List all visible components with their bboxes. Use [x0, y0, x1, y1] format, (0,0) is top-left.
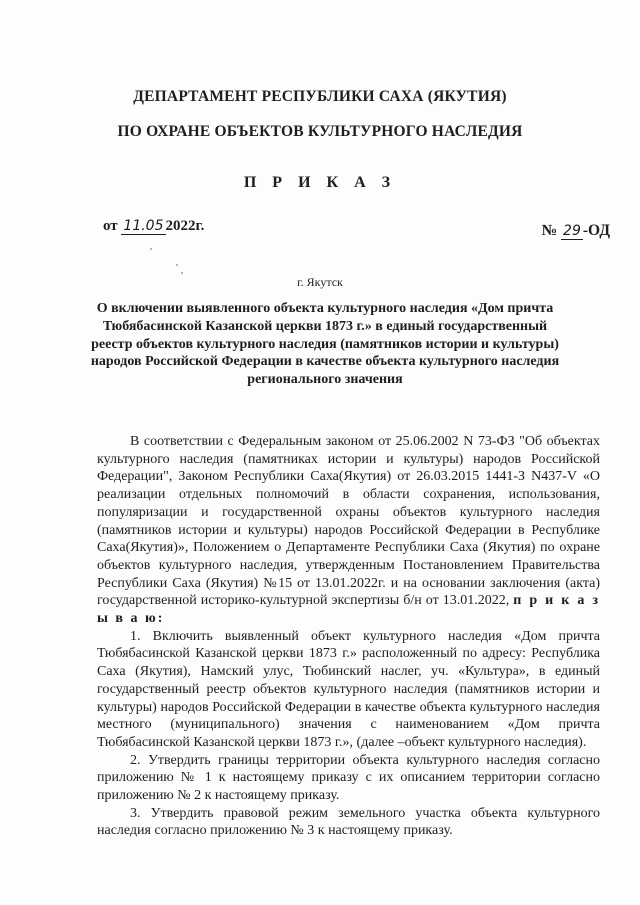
number-prefix: № [541, 222, 558, 239]
city-name: г. Якутск [297, 275, 343, 289]
preamble-paragraph [97, 433, 600, 628]
order-subject: О включении выявленного объекта культурного наследия «Дом причта Тюбябасинской Казанской церкви 1873 г.» в единый государственный реестр объектов культурного наследия (памятников истории и культуры) народов Российской Федерации в качестве объекта культурного наследия регионального значения [90, 301, 560, 388]
handwritten-date: 11.05 [123, 218, 164, 234]
handwritten-number: 29 [563, 223, 581, 239]
order-number [542, 222, 610, 240]
order-body [97, 433, 600, 840]
date-prefix: от [103, 218, 118, 234]
scan-speck [181, 272, 183, 274]
order-title: П Р И К А З [243, 174, 397, 191]
number-suffix: -ОД [582, 222, 610, 239]
order-date [103, 218, 204, 235]
orders-word: п р и к а з ы в а ю: [97, 593, 600, 627]
department-name-line2: ПО ОХРАНЕ ОБЪЕКТОВ КУЛЬТУРНОГО НАСЛЕДИЯ [117, 123, 523, 140]
department-name-line1: ДЕПАРТАМЕНТ РЕСПУБЛИКИ САХА (ЯКУТИЯ) [133, 88, 507, 105]
order-item-2: 2. Утвердить границы территории объекта культурного наследия согласно приложению № 1 к настоящему приказу с их описанием территории согласно приложению № 2 к настоящему приказу. [97, 752, 600, 804]
preamble-text: В соответствии с Федеральным законом от 25.06.2002 N 73-ФЗ "Об объектах культурного наследия (памятниках истории и культуры) народов Российской Федерации", Законом Республики Саха(Якутия) от 26.03.2015 1441-З N437-V «О реализации отдельных полномочий в области сохранения, использования, популяризации и государственной охраны объектов культурного наследия (памятников истории и культуры) народов Российской Федерации в Республике Саха(Якутия)», Положением о Департаменте Республики Саха (Якутия) по охране объектов культурного наследия, утвержденным Постановлением Правительства Республики Саха (Якутия) №15 от 13.01.2022г. и на основании заключения (акта) государственной историко-культурной экспертизы б/н от 13.01.2022, [97, 434, 600, 609]
order-item-3: 3. Утвердить правовой режим земельного участка объекта культурного наследия согласно приложению № 3 к настоящему приказу. [97, 805, 600, 839]
order-item-1: 1. Включить выявленный объект культурного наследия «Дом причта Тюбябасинской Казанской церкви 1873 г.» расположенный по адресу: Республика Саха (Якутия), Намский улус, Тюбинский наслег, уч. «Культура», в единый государственный реестр объектов культурного наследия (памятников истории и культуры) народов Российской Федерации в качестве объекта культурного наследия местного (муниципального) значения с наименованием «Дом причта Тюбябасинской Казанской церкви 1873 г.», (далее –объект культурного наследия). [97, 628, 600, 750]
scan-speck [150, 248, 152, 250]
scan-speck [176, 264, 178, 266]
date-suffix: 2022г. [165, 218, 205, 234]
